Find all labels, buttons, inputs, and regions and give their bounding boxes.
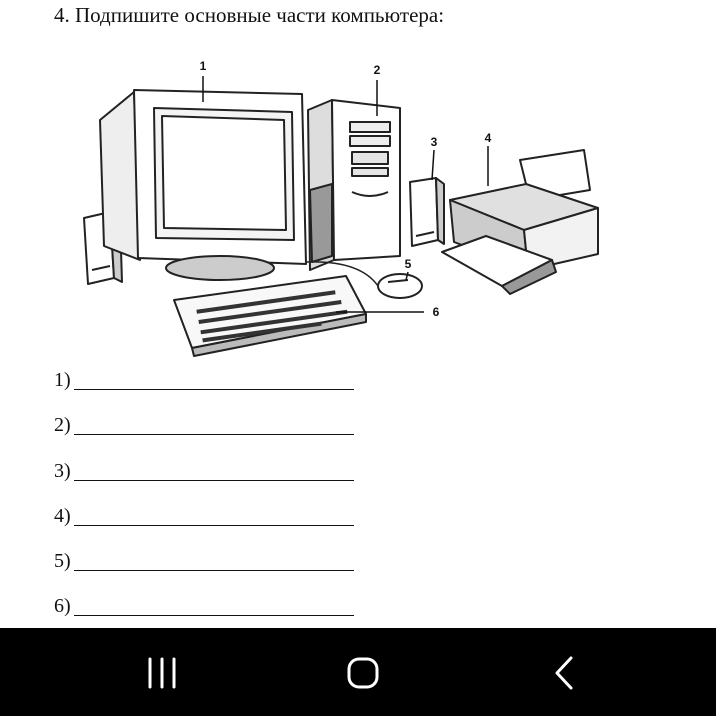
answer-underline (74, 389, 354, 390)
callout-6: 6 (432, 305, 440, 319)
computer-illustration (70, 50, 640, 360)
home-icon (338, 654, 388, 694)
answer-label: 3) (54, 460, 71, 482)
answer-label: 2) (54, 414, 71, 436)
callout-4: 4 (484, 131, 492, 145)
recent-apps-button[interactable] (137, 654, 187, 694)
answer-underline (74, 570, 354, 571)
answer-underline (74, 480, 354, 481)
callout-2: 2 (373, 63, 381, 77)
task-title: 4. Подпишите основные части компьютера: (54, 3, 445, 27)
answer-line-3[interactable] (54, 455, 354, 485)
right-speaker (410, 178, 444, 246)
answer-line-4[interactable] (54, 500, 354, 530)
callout-5: 5 (404, 257, 412, 271)
answer-underline (74, 525, 354, 526)
answer-label: 6) (54, 595, 71, 617)
home-button[interactable] (338, 654, 388, 694)
back-button[interactable] (540, 654, 590, 694)
answer-label: 1) (54, 369, 71, 391)
monitor (100, 90, 306, 280)
answer-line-2[interactable] (54, 409, 354, 439)
printer (442, 150, 598, 294)
keyboard (174, 276, 366, 356)
answer-line-1[interactable] (54, 364, 354, 394)
answer-label: 4) (54, 505, 71, 527)
answer-underline (74, 615, 354, 616)
system-unit (308, 100, 400, 270)
answer-underline (74, 434, 354, 435)
android-navigation-bar (0, 628, 716, 716)
callout-3: 3 (430, 135, 438, 149)
recent-apps-icon (137, 654, 187, 694)
callout-1: 1 (199, 59, 207, 73)
back-icon (540, 654, 590, 694)
answer-line-6[interactable] (54, 590, 354, 620)
answer-label: 5) (54, 550, 71, 572)
answer-line-5[interactable] (54, 545, 354, 575)
